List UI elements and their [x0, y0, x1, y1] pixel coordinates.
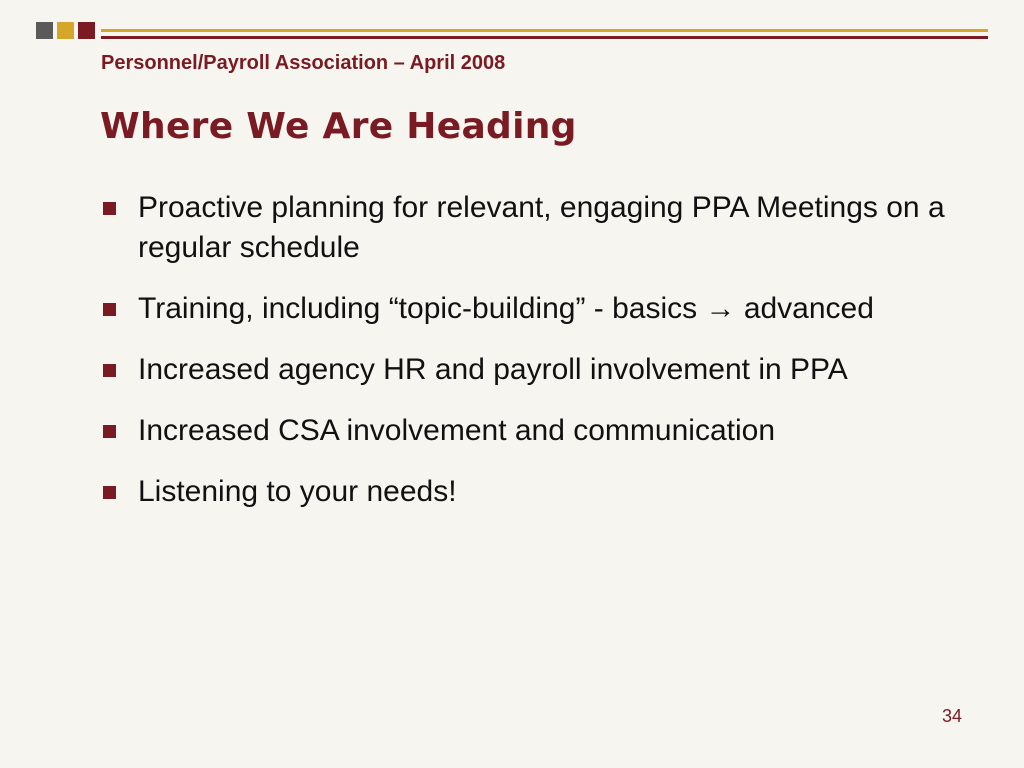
bullet-text: Listening to your needs! — [138, 475, 457, 508]
square-bullet-icon — [103, 425, 116, 438]
gold-square-icon — [57, 22, 74, 39]
grey-square-icon — [36, 22, 53, 39]
header-rule-maroon — [101, 36, 988, 39]
bullet-item — [100, 188, 980, 268]
bullet-item — [100, 411, 980, 451]
square-bullet-icon — [103, 364, 116, 377]
bullet-text: Proactive planning for relevant, engaging PPA Meetings on a regular schedule — [138, 191, 945, 264]
page-number: 34 — [941, 706, 962, 726]
maroon-square-icon — [78, 22, 95, 39]
bullet-text: Increased agency HR and payroll involvement in PPA — [138, 353, 848, 386]
bullet-text: Increased CSA involvement and communication — [138, 414, 776, 447]
bullet-item — [100, 350, 980, 390]
bullet-item — [100, 472, 980, 512]
slide-title: Where We Are Heading — [100, 106, 577, 147]
square-bullet-icon — [103, 486, 116, 499]
slide-subtitle: Personnel/Payroll Association – April 2008 — [101, 52, 506, 74]
bullet-text: Training, including “topic-building” - basics → advanced — [138, 292, 874, 325]
bullet-list — [100, 188, 980, 533]
square-bullet-icon — [103, 202, 116, 215]
corner-squares-decoration — [36, 22, 95, 39]
bullet-item — [100, 289, 980, 329]
square-bullet-icon — [103, 303, 116, 316]
header-rule-gold — [101, 29, 988, 32]
